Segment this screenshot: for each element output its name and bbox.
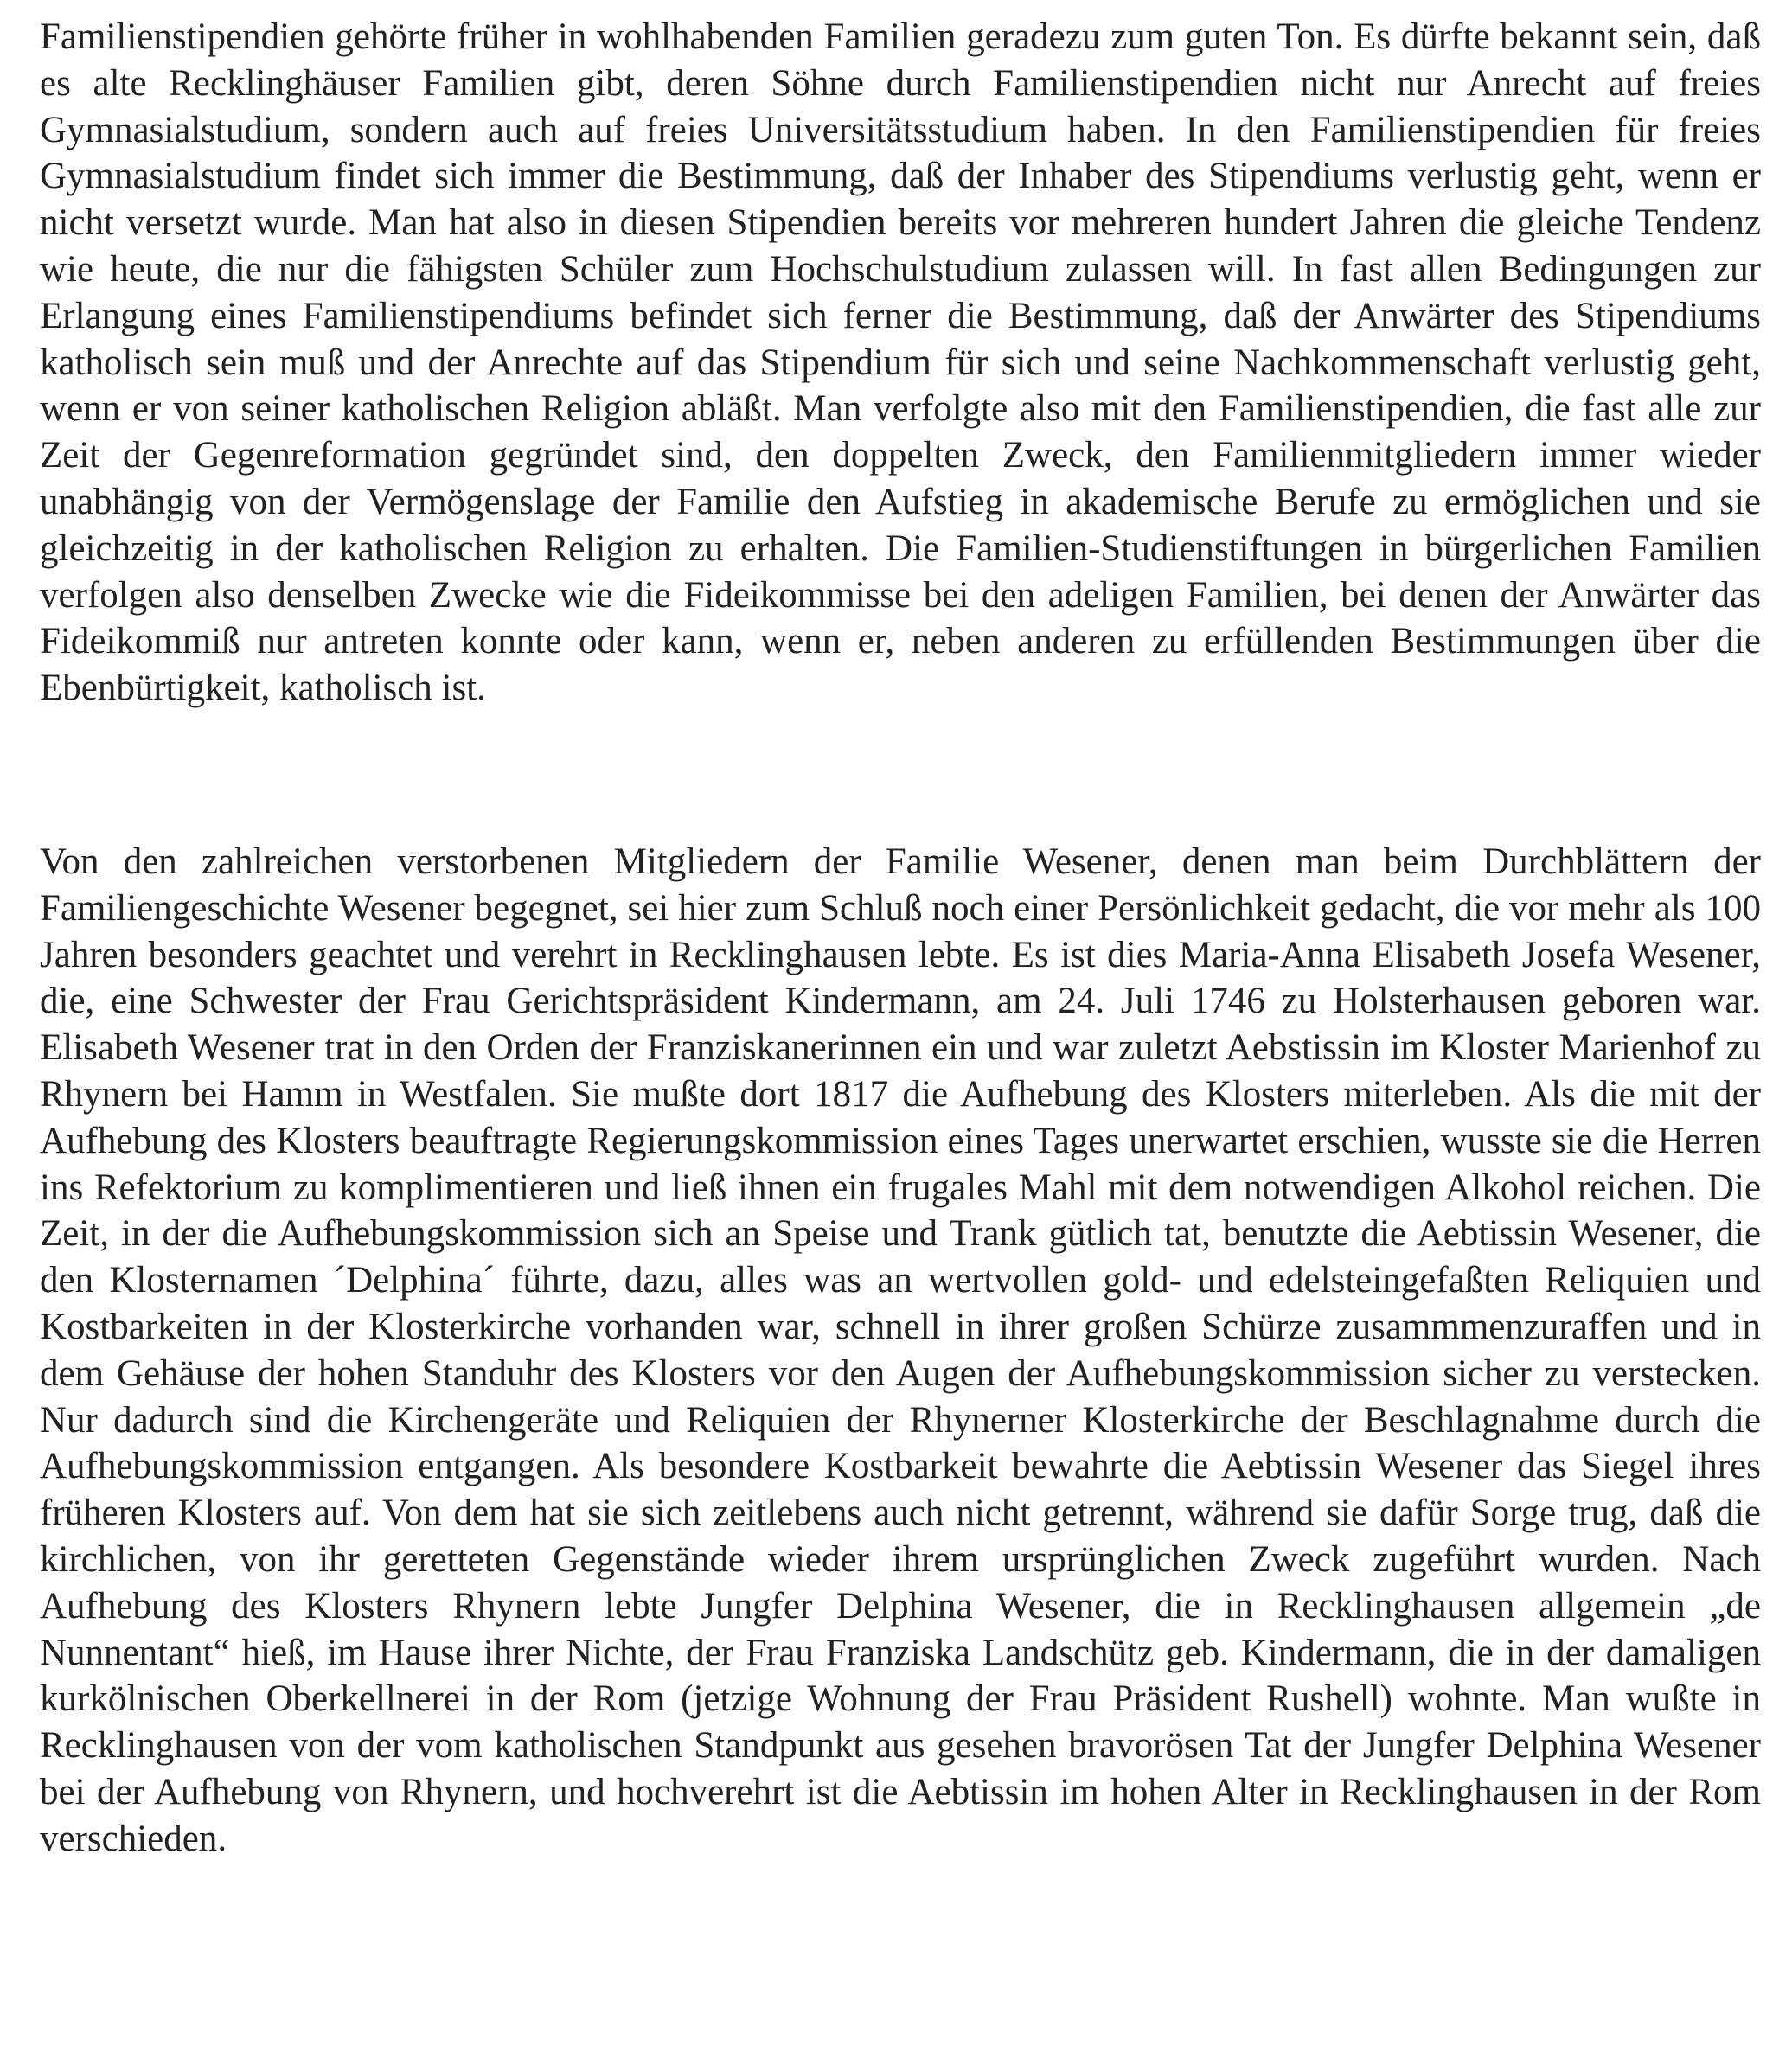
paragraph-family-stipends: Familienstipendien gehörte früher in wohlhabenden Familien geradezu zum guten Ton. Es dürfte bekannt sein, daß es alte Recklinghäuser Familien gibt, deren Söhne durch Familienstipendien nicht nur Anrecht auf freies Gymnasialstudium, sondern auch auf freies Universitätsstudium haben. In den Familienstipendien für freies Gymnasialstudium findet sich immer die Bestimmung, daß der Inhaber des Stipendiums verlustig geht, wenn er nicht versetzt wurde. Man hat also in diesen Stipendien bereits vor mehreren hundert Jahren die gleiche Tendenz wie heute, die nur die fähigsten Schüler zum Hochschulstudium zulassen will. In fast allen Bedingungen zur Erlangung eines Familienstipendiums befindet sich ferner die Bestimmung, daß der Anwärter des Stipendiums katholisch sein muß und der Anrechte auf das Stipendium für sich und seine Nachkommenschaft verlustig geht, wenn er von seiner katholischen Religion abläßt. Man verfolgte also mit den Familienstipendien, die fast alle zur Zeit der Gegenreformation gegründet sind, den doppelten Zweck, den Familienmitgliedern immer wieder unabhängig von der Vermögenslage der Familie den Aufstieg in akademische Berufe zu ermöglichen und sie gleichzeitig in der katholischen Religion zu erhalten. Die Familien-Studienstiftungen in bürgerlichen Familien verfolgen also denselben Zwecke wie die Fideikommisse bei den adeligen Familien, bei denen der Anwärter das Fideikommiß nur antreten konnte oder kann, wenn er, neben anderen zu erfüllenden Bestimmungen über die Ebenbürtigkeit, katholisch ist. [40, 16, 1761, 709]
paragraph-delphina-wesener: Von den zahlreichen verstorbenen Mitgliedern der Familie Wesener, denen man beim Durchblättern der Familiengeschichte Wesener begegnet, sei hier zum Schluß noch einer Persönlichkeit gedacht, die vor mehr als 100 Jahren besonders geachtet und verehrt in Recklinghausen lebte. Es ist dies Maria-Anna Elisabeth Josefa Wesener, die, eine Schwester der Frau Gerichtspräsident Kindermann, am 24. Juli 1746 zu Holsterhausen geboren war. Elisabeth Wesener trat in den Orden der Franziskanerinnen ein und war zuletzt Aebstissin im Kloster Marienhof zu Rhynern bei Hamm in Westfalen. Sie mußte dort 1817 die Aufhebung des Klosters miterleben. Als die mit der Aufhebung des Klosters beauftragte Regierungskommission eines Tages unerwartet erschien, wusste sie die Herren ins Refektorium zu komplimentieren und ließ ihnen ein frugales Mahl mit dem notwendigen Alkohol reichen. Die Zeit, in der die Aufhebungskommission sich an Speise und Trank gütlich tat, benutzte die Aebtissin Wesener, die den Klosternamen ´Delphina´ führte, dazu, alles was an wertvollen gold- und edelsteingefaßten Reliquien und Kostbarkeiten in der Klosterkirche vorhanden war, schnell in ihrer großen Schürze zusammmenzuraffen und in dem Gehäuse der hohen Standuhr des Klosters vor den Augen der Aufhebungskommission sicher zu verstecken. Nur dadurch sind die Kirchengeräte und Reliquien der Rhynerner Klosterkirche der Beschlagnahme durch die Aufhebungskommission entgangen. Als besondere Kostbarkeit bewahrte die Aebtissin Wesener das Siegel ihres früheren Klosters auf. Von dem hat sie sich zeitlebens auch nicht getrennt, während sie dafür Sorge trug, daß die kirchlichen, von ihr geretteten Gegenstände wieder ihrem ursprünglichen Zweck zugeführt wurden. Nach Aufhebung des Klosters Rhynern lebte Jungfer Delphina Wesener, die in Recklinghausen allgemein „de Nunnentant“ hieß, im Hause ihrer Nichte, der Frau Franziska Landschütz geb. Kindermann, die in der damaligen kurkölnischen Oberkellnerei in der Rom (jetzige Wohnung der Frau Präsident Rushell) wohnte. Man wußte in Recklinghausen von der vom katholischen Standpunkt aus gesehen bravorösen Tat der Jungfer Delphina Wesener bei der Aufhebung von Rhynern, und hochverehrt ist die Aebtissin im hohen Alter in Recklinghausen in der Rom verschieden. [40, 841, 1761, 1859]
